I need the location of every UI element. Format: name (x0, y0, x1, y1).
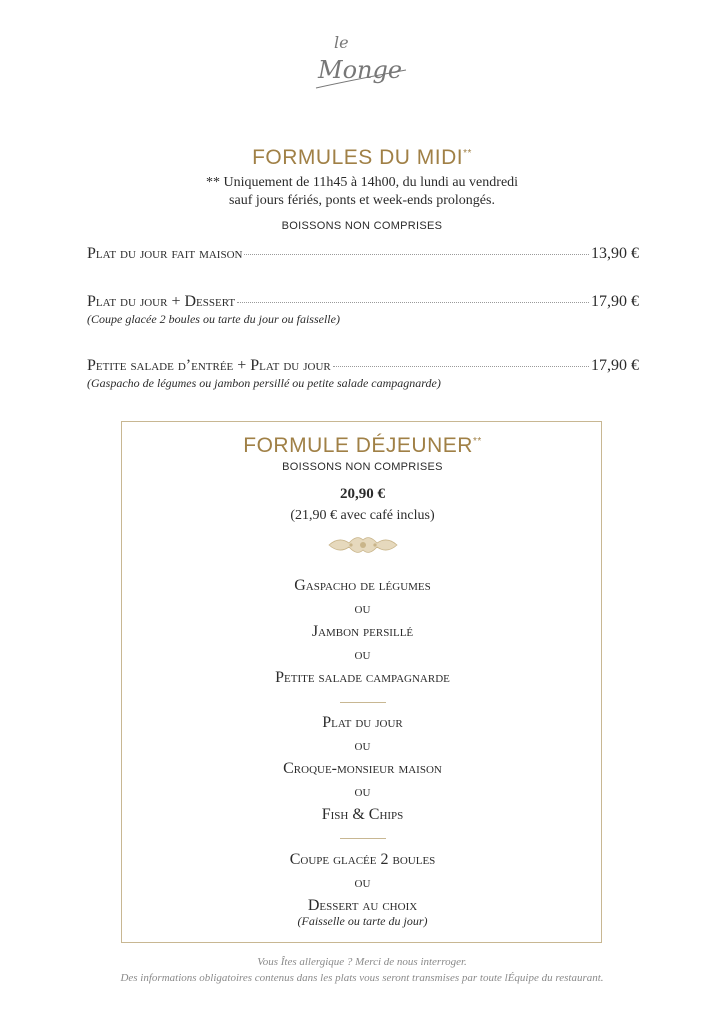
midi-title-text: FORMULES DU MIDI (252, 146, 464, 169)
ornament-icon (327, 532, 399, 558)
menu-item-detail: (Gaspacho de légumes ou jambon persillé ou petite salade campagnarde) (87, 376, 441, 390)
plat-option: Croque-monsieur maison (283, 760, 442, 777)
midi-boissons: BOISSONS NON COMPRISES (281, 220, 443, 232)
dot-leader (244, 254, 589, 255)
plat-option: Plat du jour (322, 714, 403, 731)
dot-leader (333, 366, 589, 367)
menu-item-name: Plat du jour + Dessert (87, 293, 236, 310)
dessert-detail: (Faisselle ou tarte du jour) (297, 914, 428, 928)
entree-option: Gaspacho de légumes (294, 577, 431, 594)
menu-item-name: Petite salade d’entrée + Plat du jour (87, 357, 331, 374)
dejeuner-box (121, 421, 602, 943)
menu-item-detail: (Coupe glacée 2 boules ou tarte du jour ou faisselle) (87, 312, 340, 326)
restaurant-logo (312, 30, 412, 98)
entree-option: Petite salade campagnarde (275, 669, 450, 686)
or-label: ou (354, 783, 371, 800)
dessert-option: Coupe glacée 2 boules (289, 851, 436, 868)
midi-title (0, 146, 724, 170)
or-label: ou (354, 874, 371, 891)
plat-option: Fish & Chips (321, 806, 404, 823)
dejeuner-boissons: BOISSONS NON COMPRISES (282, 461, 443, 473)
allergy-note: Vous Îtes allergique ? Merci de nous interroger. (257, 956, 467, 968)
menu-item (87, 245, 639, 263)
allergy-info: Des informations obligatoires contenus dans les plats vous seront transmises par toute lÉquipe du restaurant. (120, 972, 604, 984)
menu-item-price: 13,90 € (591, 245, 639, 262)
entree-option: Jambon persillé (311, 623, 414, 640)
menu-item (87, 293, 639, 327)
or-label: ou (354, 737, 371, 754)
menu-item (87, 357, 639, 391)
dot-leader (237, 302, 589, 303)
menu-item-price: 17,90 € (591, 293, 639, 310)
midi-title-mark: ** (463, 148, 472, 159)
or-label: ou (354, 646, 371, 663)
dejeuner-title-mark: ** (472, 436, 482, 447)
dejeuner-price: 20,90 € (340, 486, 385, 502)
section-divider (340, 838, 386, 839)
midi-note-line2: sauf jours fériés, ponts et week-ends prolongés. (229, 193, 495, 208)
dessert-option: Dessert au choix (307, 897, 418, 914)
or-label: ou (354, 600, 371, 617)
midi-note-line1: ** Uniquement de 11h45 à 14h00, du lundi au vendredi (205, 175, 519, 190)
logo-line1: le (334, 33, 349, 52)
dejeuner-title (122, 434, 603, 458)
section-divider (340, 702, 386, 703)
logo-line2: Monge (318, 56, 403, 84)
menu-item-name: Plat du jour fait maison (87, 245, 243, 262)
dejeuner-title-text: FORMULE DÉJEUNER (243, 434, 473, 457)
dejeuner-price-note: (21,90 € avec café inclus) (290, 508, 435, 523)
menu-item-price: 17,90 € (591, 357, 639, 374)
